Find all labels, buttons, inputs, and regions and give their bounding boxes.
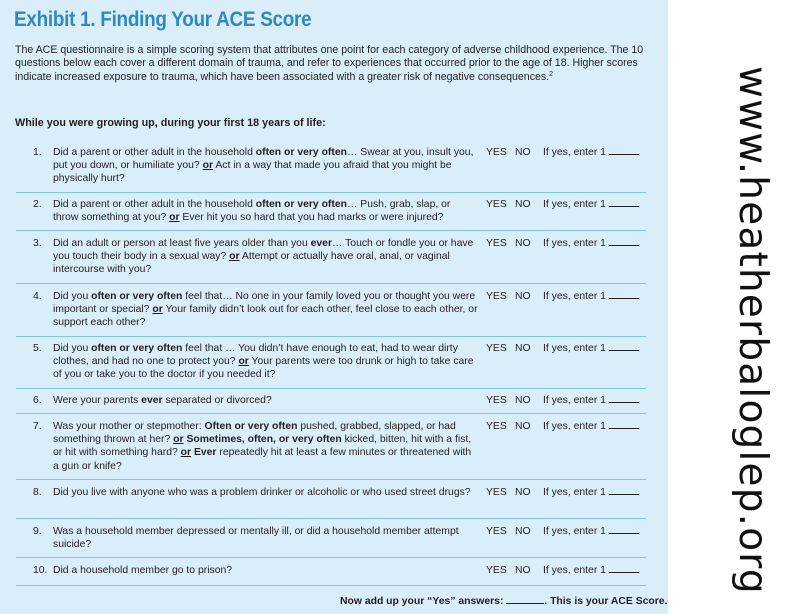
yes-option[interactable]: YES — [486, 395, 507, 406]
yes-option[interactable]: YES — [486, 199, 507, 210]
enter-score-label: If yes, enter 1 — [543, 421, 606, 432]
watermark-url: www.heatherbaloglep.org — [730, 66, 775, 595]
footer-suffix: . This is your ACE Score. — [544, 596, 668, 607]
yes-option[interactable]: YES — [486, 343, 507, 354]
question-number: 4. — [33, 291, 42, 302]
enter-score-label: If yes, enter 1 — [543, 291, 606, 302]
total-score-blank[interactable] — [506, 595, 544, 604]
yes-option[interactable]: YES — [486, 147, 507, 158]
no-option[interactable]: NO — [515, 291, 531, 302]
enter-score-field — [543, 394, 639, 407]
question-row — [16, 237, 646, 284]
no-option[interactable]: NO — [515, 147, 531, 158]
enter-score-field — [543, 564, 639, 577]
score-blank[interactable] — [609, 290, 639, 299]
question-text: Did you often or very often feel that… No one in your family loved you or thought you were important or special? or Your family didn’t look out for each other, feel close to each other, or support each other? — [53, 291, 478, 329]
no-option[interactable]: NO — [515, 238, 531, 249]
question-text: Did a household member go to prison? — [53, 565, 233, 576]
question-text: Did an adult or person at least five years older than you ever… Touch or fondle you or have you touch their body in a sexual way? or Attempt or actually have oral, anal, or vaginal intercourse with you? — [53, 238, 474, 276]
question-row — [16, 146, 646, 193]
question-text: Did you often or very often feel that … You didn’t have enough to eat, had to wear dirty clothes, and had no one to protect you? or Your parents were too drunk or high to take care of you or take you to the doctor if you needed it? — [53, 343, 474, 381]
enter-score-label: If yes, enter 1 — [543, 565, 606, 576]
page-title: Exhibit 1. Finding Your ACE Score — [14, 8, 312, 31]
enter-score-field — [543, 342, 639, 355]
yes-option[interactable]: YES — [486, 291, 507, 302]
enter-score-label: If yes, enter 1 — [543, 199, 606, 210]
yes-option[interactable]: YES — [486, 238, 507, 249]
question-number: 9. — [33, 526, 42, 537]
yes-option[interactable]: YES — [486, 487, 507, 498]
enter-score-field — [543, 525, 639, 538]
footnote-mark: 2 — [549, 70, 554, 78]
enter-score-label: If yes, enter 1 — [543, 343, 606, 354]
no-option[interactable]: NO — [515, 487, 531, 498]
watermark-strip — [668, 0, 794, 614]
question-number: 6. — [33, 395, 42, 406]
question-text: Was your mother or stepmother: Often or very often pushed, grabbed, slapped, or had something thrown at her? or Sometimes, often, or very often kicked, bitten, hit with a fist, or hit with something hard? or Ever repeatedly hit at least a few minutes or threatened with a gun or knife? — [53, 421, 472, 472]
enter-score-label: If yes, enter 1 — [543, 487, 606, 498]
score-blank[interactable] — [609, 146, 639, 155]
enter-score-field — [543, 486, 639, 499]
question-text: Were your parents ever separated or divorced? — [53, 395, 272, 406]
question-row — [16, 198, 646, 231]
question-number: 1. — [33, 147, 42, 158]
question-row — [16, 486, 646, 519]
enter-score-label: If yes, enter 1 — [543, 147, 606, 158]
question-text: Did a parent or other adult in the household often or very often… Swear at you, insult you, put you down, or humiliate you? or Act in a way that made you afraid that you might be physically hurt? — [53, 147, 474, 185]
enter-score-label: If yes, enter 1 — [543, 395, 606, 406]
no-option[interactable]: NO — [515, 395, 531, 406]
lead-heading: While you were growing up, during your first 18 years of life: — [15, 117, 326, 129]
question-number: 10. — [33, 565, 48, 576]
enter-score-label: If yes, enter 1 — [543, 238, 606, 249]
question-row — [16, 342, 646, 389]
no-option[interactable]: NO — [515, 565, 531, 576]
score-blank[interactable] — [609, 420, 639, 429]
enter-score-label: If yes, enter 1 — [543, 526, 606, 537]
score-blank[interactable] — [609, 198, 639, 207]
enter-score-field — [543, 146, 639, 159]
yes-option[interactable]: YES — [486, 565, 507, 576]
question-text: Did you live with anyone who was a problem drinker or alcoholic or who used street drugs? — [53, 487, 471, 498]
intro-text: The ACE questionnaire is a simple scoring system that attributes one point for each category of adverse childhood experience. The 10 questions below each cover a different domain of trauma, and refer to experiences that occurred prior to the age of 18. Higher scores indicate increased exposure to trauma, which have been associated with a greater risk of negative consequences. — [15, 44, 644, 83]
question-text: Did a parent or other adult in the household often or very often… Push, grab, slap, or throw something at you? or Ever hit you so hard that you had marks or were injured? — [53, 199, 451, 224]
score-blank[interactable] — [609, 237, 639, 246]
question-row — [16, 525, 646, 558]
enter-score-field — [543, 420, 639, 433]
question-number: 2. — [33, 199, 42, 210]
score-blank[interactable] — [609, 564, 639, 573]
score-blank[interactable] — [609, 486, 639, 495]
question-row — [16, 394, 646, 414]
question-text: Was a household member depressed or mentally ill, or did a household member attempt suicide? — [53, 526, 459, 551]
score-blank[interactable] — [609, 525, 639, 534]
question-number: 8. — [33, 487, 42, 498]
enter-score-field — [543, 237, 639, 250]
score-footer — [340, 595, 667, 607]
question-row — [16, 420, 646, 480]
score-blank[interactable] — [609, 394, 639, 403]
question-number: 5. — [33, 343, 42, 354]
enter-score-field — [543, 290, 639, 303]
question-row — [16, 564, 646, 586]
no-option[interactable]: NO — [515, 421, 531, 432]
question-number: 7. — [33, 421, 42, 432]
yes-option[interactable]: YES — [486, 421, 507, 432]
yes-option[interactable]: YES — [486, 526, 507, 537]
question-row — [16, 290, 646, 337]
no-option[interactable]: NO — [515, 526, 531, 537]
enter-score-field — [543, 198, 639, 211]
footer-prompt: Now add up your “Yes” answers: — [340, 596, 504, 607]
score-blank[interactable] — [609, 342, 639, 351]
no-option[interactable]: NO — [515, 343, 531, 354]
question-number: 3. — [33, 238, 42, 249]
intro-paragraph — [15, 44, 651, 84]
no-option[interactable]: NO — [515, 199, 531, 210]
